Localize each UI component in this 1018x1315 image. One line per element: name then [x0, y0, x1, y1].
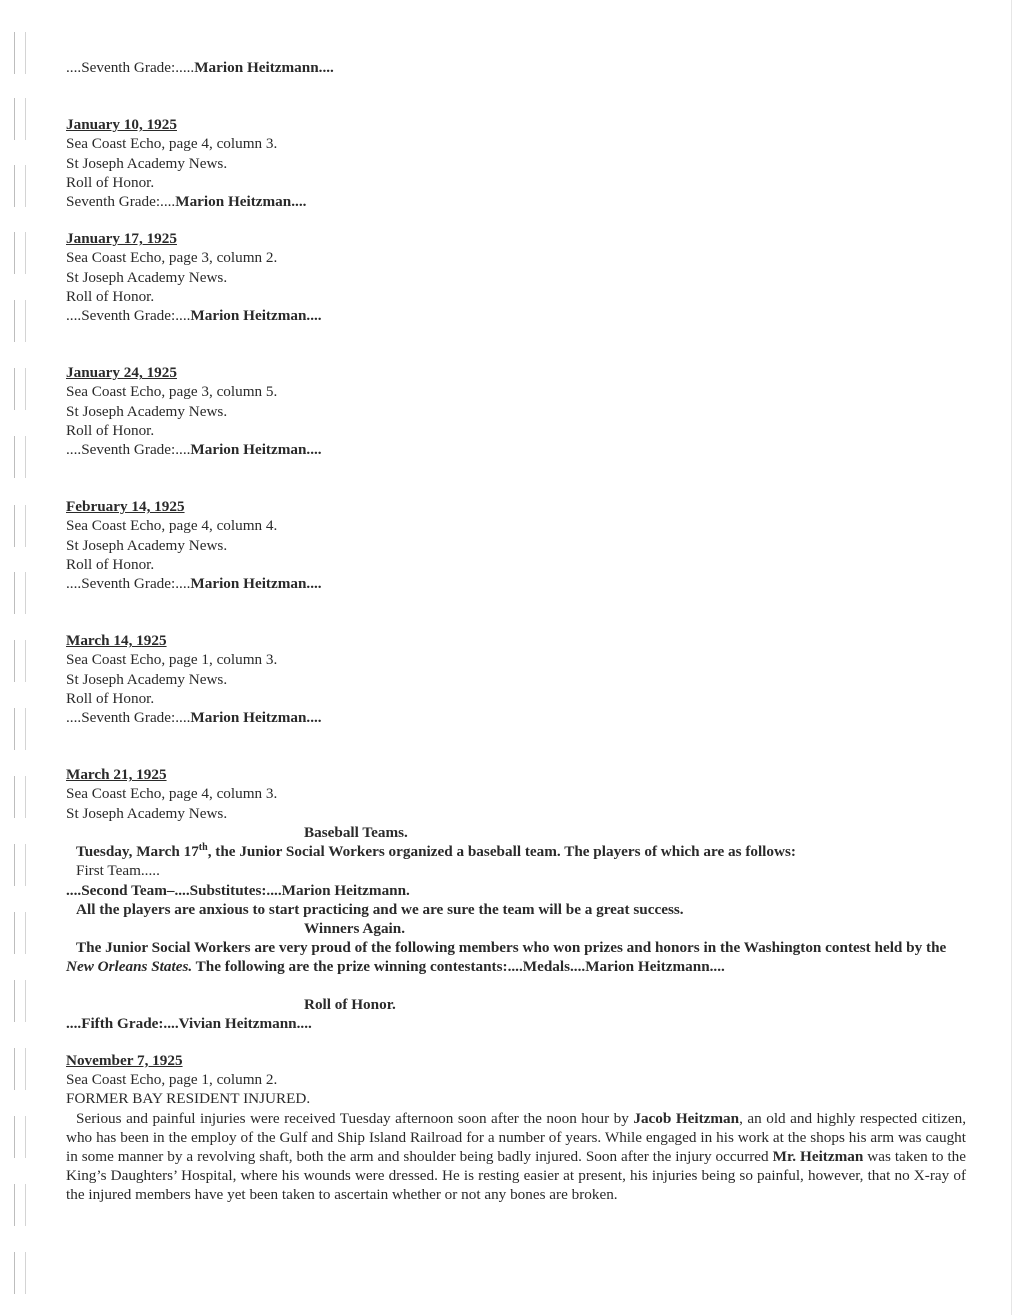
anxious-line: All the players are anxious to start practicing and we are sure the team will be a great success. [76, 900, 684, 918]
binder-hole [14, 165, 26, 207]
entry-section: St Joseph Academy News. [66, 268, 228, 286]
binder-hole [14, 32, 26, 74]
binder-hole [14, 98, 26, 140]
entry-section: St Joseph Academy News. [66, 804, 228, 822]
grade-prefix: ....Seventh Grade:.... [66, 575, 191, 593]
entry-grade-line [66, 192, 966, 211]
winners-heading: Winners Again. [304, 919, 405, 937]
binder-hole [14, 708, 26, 750]
entry-date: February 14, 1925 [66, 498, 185, 516]
entry-section: St Joseph Academy News. [66, 402, 228, 420]
student-name: Marion Heitzman.... [190, 575, 322, 593]
student-name: Marion Heitzman.... [190, 709, 322, 727]
entry-grade-line [66, 440, 966, 459]
student-name: Marion Heitzman.... [190, 441, 322, 459]
entry [66, 363, 966, 459]
winners-paragraph [66, 938, 966, 976]
binder-holes [12, 0, 32, 1315]
tuesday-text: Tuesday, March 17 [76, 843, 199, 861]
entry-heading: Roll of Honor. [66, 689, 155, 707]
page-edge [1011, 0, 1012, 1315]
entry-heading: Roll of Honor. [66, 173, 155, 191]
grade-prefix: Seventh Grade:.... [66, 193, 176, 211]
entry-grade-line [66, 708, 966, 727]
binder-hole [14, 1184, 26, 1226]
binder-hole [14, 436, 26, 478]
grade-prefix: ....Seventh Grade:.... [66, 307, 191, 325]
binder-hole [14, 232, 26, 274]
entry [66, 229, 966, 325]
article-text: , an old and highly respected citizen, who has been in the employ of the Gulf and Ship Island Railroad for a number of years. While engaged in his work at the shops his arm was caught in some manner by a revolving shaft, both the arm and shoulder being badly injured. Soon after the injury occurred [66, 1109, 966, 1165]
lead-line [66, 58, 966, 77]
baseball-heading: Baseball Teams. [304, 823, 408, 841]
second-team [66, 881, 966, 900]
entry-source: Sea Coast Echo, page 3, column 5. [66, 383, 278, 401]
winners-text: The Junior Social Workers are very proud of the following members who won prizes and honors in the Washington contest held by the [76, 939, 947, 957]
article-text: was taken to the King’s Daughters’ Hospital, where his wounds were dressed. He is resting easier at present, his injuries being so painful, however, that no X-ray of the injured members have yet been taken to ascertain whether or not any bones are broken. [66, 1147, 966, 1204]
first-team: First Team..... [76, 862, 160, 880]
entry-grade-line [66, 306, 966, 325]
tuesday-text-rest: , the Junior Social Workers organized a baseball team. The players of which are as follows: [207, 843, 796, 861]
entry-section: St Joseph Academy News. [66, 154, 228, 172]
headline: FORMER BAY RESIDENT INJURED. [66, 1090, 311, 1108]
entry-source: Sea Coast Echo, page 4, column 3. [66, 135, 278, 153]
entry-date: January 24, 1925 [66, 364, 177, 382]
binder-hole [14, 980, 26, 1022]
entry-grade-line [66, 574, 966, 593]
entry-heading: Roll of Honor. [66, 287, 155, 305]
student-name: Marion Heitzman.... [175, 193, 307, 211]
lead-prefix: ....Seventh Grade:..... [66, 59, 195, 76]
article-paragraph [66, 1109, 966, 1205]
entry-section: St Joseph Academy News. [66, 670, 228, 688]
entry-date: March 21, 1925 [66, 766, 167, 784]
document-body [66, 58, 966, 1205]
grade-prefix: ....Seventh Grade:.... [66, 441, 191, 459]
second-team-name: Marion Heitzmann. [281, 881, 410, 899]
binder-hole [14, 1252, 26, 1294]
lead-name: Marion Heitzmann.... [194, 59, 334, 76]
entry [66, 497, 966, 593]
entry-date: January 10, 1925 [66, 116, 177, 134]
second-team-prefix: ....Second Team–....Substitutes:.... [66, 881, 282, 899]
binder-hole [14, 1116, 26, 1158]
binder-hole [14, 572, 26, 614]
student-name: Marion Heitzman.... [190, 307, 322, 325]
ordinal-suffix: th [198, 842, 208, 854]
winners-text-rest: The following are the prize winning contestants:....Medals....Marion Heitzmann.... [192, 958, 725, 976]
grade-prefix: ....Seventh Grade:.... [66, 709, 191, 727]
binder-hole [14, 1048, 26, 1090]
binder-hole [14, 844, 26, 886]
binder-hole [14, 776, 26, 818]
entry-section: St Joseph Academy News. [66, 536, 228, 554]
article-text: Serious and painful injuries were received Tuesday afternoon soon after the noon hour by [76, 1109, 634, 1127]
entry [66, 115, 966, 211]
entry-november-7 [66, 1051, 966, 1205]
person-name: Jacob Heitzman [633, 1109, 740, 1127]
fifth-grade: ....Fifth Grade:....Vivian Heitzmann.... [66, 1014, 312, 1032]
entry-source: Sea Coast Echo, page 1, column 3. [66, 651, 278, 669]
entry [66, 631, 966, 727]
roll-heading: Roll of Honor. [304, 995, 396, 1013]
entry-source: Sea Coast Echo, page 3, column 2. [66, 249, 278, 267]
entry-source: Sea Coast Echo, page 4, column 3. [66, 785, 278, 803]
entry-date: November 7, 1925 [66, 1051, 183, 1069]
entry-source: Sea Coast Echo, page 4, column 4. [66, 517, 278, 535]
binder-hole [14, 300, 26, 342]
entry-heading: Roll of Honor. [66, 421, 155, 439]
baseball-paragraph [66, 842, 966, 861]
binder-hole [14, 912, 26, 954]
person-name: Mr. Heitzman [772, 1147, 864, 1165]
entry-heading: Roll of Honor. [66, 555, 155, 573]
newspaper-title: New Orleans States. [66, 958, 193, 976]
entry-date: March 14, 1925 [66, 632, 167, 650]
entry-march-21 [66, 765, 966, 1033]
entry-date: January 17, 1925 [66, 230, 177, 248]
entry-source: Sea Coast Echo, page 1, column 2. [66, 1071, 278, 1089]
binder-hole [14, 640, 26, 682]
binder-hole [14, 368, 26, 410]
binder-hole [14, 505, 26, 547]
